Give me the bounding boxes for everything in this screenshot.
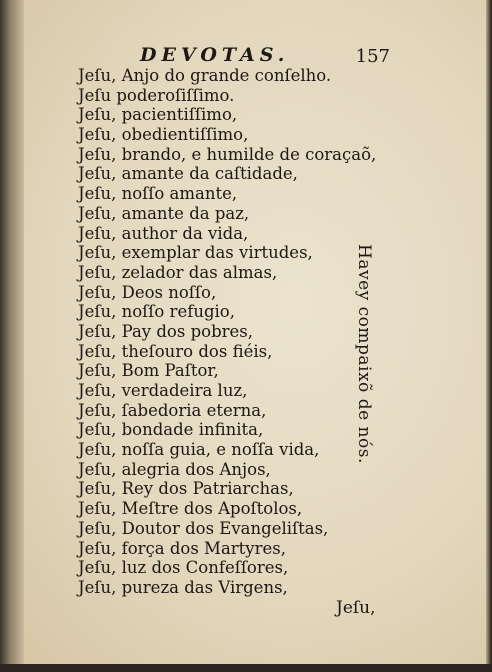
catchword: Jeſu, <box>336 598 376 618</box>
litany-line: Jeſu, theſouro dos fiéis, <box>78 341 273 361</box>
litany-line: Jeſu, pacientiſſimo, <box>78 105 238 125</box>
litany-line: Jeſu, Doutor dos Evangeliſtas, <box>78 518 329 538</box>
litany-line: Jeſu, ſabedoria eterna, <box>78 400 267 420</box>
litany-line: Jeſu, bondade infinita, <box>78 420 264 440</box>
litany-line: Jeſu poderoſiſſimo. <box>78 85 235 105</box>
page-gutter <box>0 0 24 672</box>
litany-line: Jeſu, amante da caſtidade, <box>78 164 298 184</box>
litany-line: Jeſu, Anjo do grande conſelho. <box>78 66 332 85</box>
litany-line: Jeſu, obedientiſſimo, <box>78 125 249 145</box>
page-number: 157 <box>355 46 390 67</box>
page-bottom-edge <box>0 664 492 672</box>
litany-line: Jeſu, amante da paz, <box>78 203 250 223</box>
litany-line: Jeſu, alegria dos Anjos, <box>78 459 271 479</box>
litany-line: Jeſu, Meſtre dos Apoſtolos, <box>78 499 303 519</box>
litany-line: Jeſu, Rey dos Patriarchas, <box>78 479 294 499</box>
litany-line: Jeſu, Pay dos pobres, <box>78 321 253 341</box>
litany-response: Havey compaixõ de nós. <box>354 244 374 464</box>
litany-line: Jeſu, pureza das Virgens, <box>78 577 288 597</box>
litany-text <box>78 66 398 598</box>
litany-line: Jeſu, zelador das almas, <box>78 262 278 282</box>
litany-line: Jeſu, força dos Martyres, <box>78 538 286 558</box>
litany-line: Jeſu, author da vida, <box>78 223 249 243</box>
litany-line: Jeſu, verdadeira luz, <box>78 381 248 400</box>
litany-line: Jeſu, luz dos Confeſſores, <box>78 558 289 578</box>
litany-line: Jeſu, Deos noſſo, <box>78 282 217 302</box>
litany-line: Jeſu, noſſa guia, e noſſa vida, <box>78 440 320 460</box>
litany-line: Jeſu, noſſo refugio, <box>78 302 235 322</box>
page-edge <box>486 0 492 672</box>
litany-line: Jeſu, brando, e humilde de coraçaõ, <box>78 144 377 164</box>
running-title: DEVOTAS. <box>140 44 290 66</box>
litany-line: Jeſu, Bom Paſtor, <box>78 361 219 381</box>
litany-line: Jeſu, noſſo amante, <box>78 184 238 204</box>
litany-line: Jeſu, exemplar das virtudes, <box>78 243 313 263</box>
